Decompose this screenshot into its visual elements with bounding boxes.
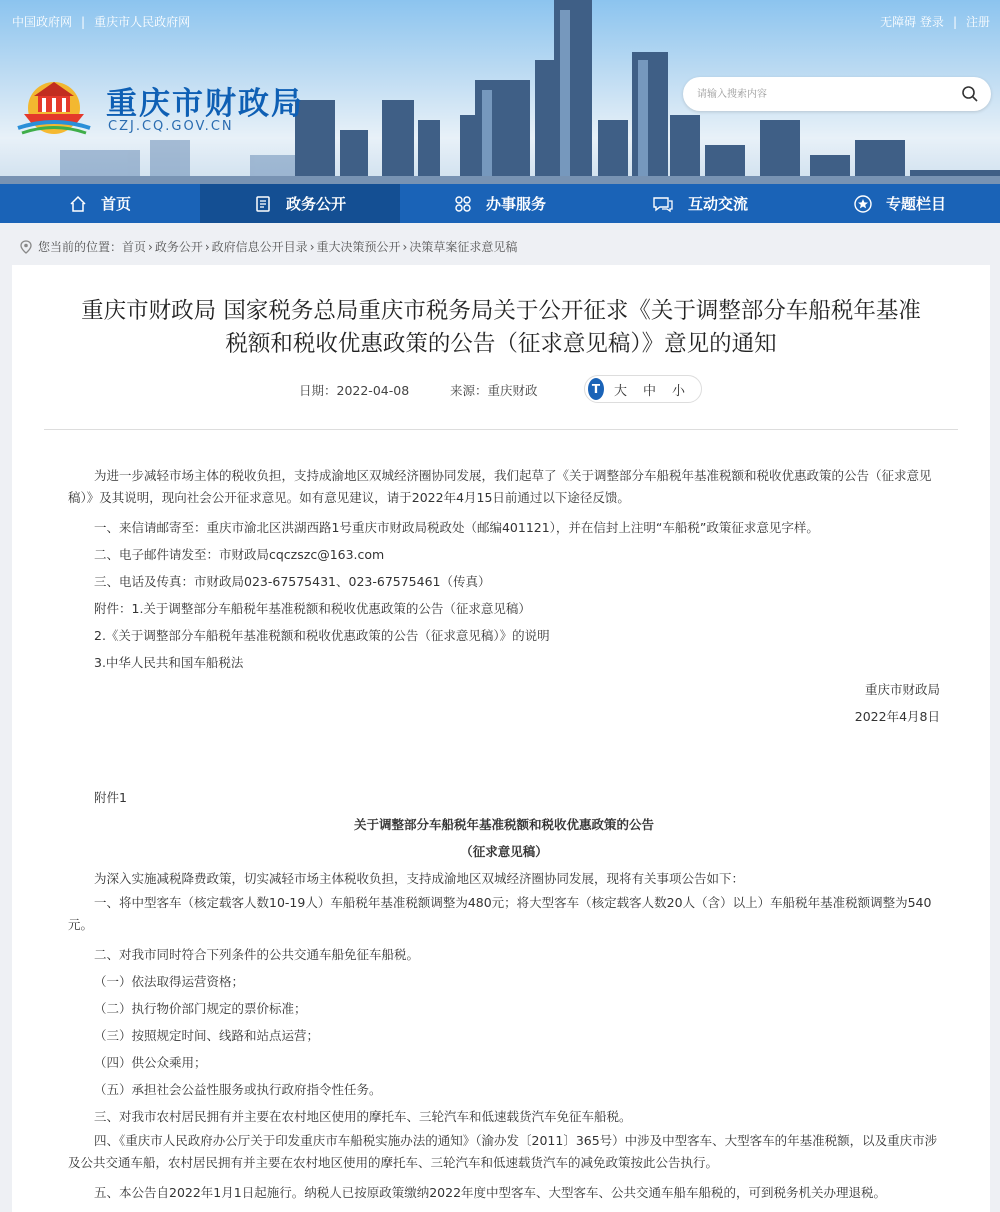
nav-label: 办事服务: [485, 195, 546, 213]
breadcrumb-draft-opinions[interactable]: 决策草案征求意见稿: [409, 240, 518, 254]
attachment-paragraph: 五、本公告自2022年1月1日起施行。纳税人已按原政策缴纳2022年度中型客车、大型客车、公共交通车船车船税的，可到税务机关办理退税。: [94, 1185, 887, 1200]
attachment-title: 关于调整部分车船税年基准税额和税收优惠政策的公告: [353, 817, 654, 832]
nav-government-affairs[interactable]: [200, 184, 400, 223]
nav-label: 互动交流: [687, 195, 748, 213]
paragraph: 3.中华人民共和国车船税法: [94, 655, 244, 670]
nav-special-topics[interactable]: [800, 184, 1000, 223]
nav-home[interactable]: [0, 184, 200, 223]
paragraph: 附件：1.关于调整部分车船税年基准税额和税收优惠政策的公告（征求意见稿）: [94, 601, 531, 616]
gov-portal-link[interactable]: 中国政府网: [12, 15, 73, 29]
search-input[interactable]: [697, 85, 937, 103]
nav-label: 首页: [100, 195, 131, 213]
paragraph: 为进一步减轻市场主体的税收负担，支持成渝地区双城经济圈协同发展，我们起草了《关于调整部分车船税年基准税额和税收优惠政策的公告（征求意见稿）》及其说明，现向社会公开征求意见。如有意见建议，请于2022年4月15日前通过以下途径反馈。: [68, 468, 932, 505]
site-title[interactable]: 重庆市财政局: [106, 86, 304, 122]
nav-interaction[interactable]: [600, 184, 800, 223]
attachment-paragraph: 一、将中型客车（核定载客人数10-19人）车船税年基准税额调整为480元；将大型客车（核定载客人数20人（含）以上）车船税年基准税额调整为540元。: [68, 895, 932, 932]
attachment-paragraph: （一）依法取得运营资格；: [94, 974, 245, 989]
breadcrumb-prefix: 您当前的位置：: [38, 240, 123, 254]
font-size-medium[interactable]: 中: [642, 383, 656, 399]
signature: 重庆市财政局: [864, 682, 940, 697]
font-size-small[interactable]: 小: [671, 383, 685, 399]
separator: |: [952, 15, 957, 29]
article-card: [12, 265, 990, 1212]
article-source: 来源：重庆财政: [450, 383, 538, 398]
star-icon: [854, 195, 872, 213]
article-title-line: 重庆市财政局 国家税务总局重庆市税务局关于公开征求《关于调整部分车船税年基准: [81, 298, 921, 324]
attachment-subtitle: （征求意见稿）: [460, 844, 548, 859]
attachment-paragraph: 为深入实施减税降费政策，切实减轻市场主体税收负担，支持成渝地区双城经济圈协同发展，现将有关事项公告如下：: [94, 871, 745, 886]
attachment-paragraph: 三、对我市农村居民拥有并主要在农村地区使用的摩托车、三轮汽车和低速载货汽车免征车船税。: [94, 1109, 632, 1124]
breadcrumb-government-affairs[interactable]: 政务公开: [154, 240, 203, 254]
font-size-switcher: [584, 375, 702, 403]
document-icon: [254, 195, 272, 213]
top-links: [12, 13, 190, 30]
finance-bureau-logo[interactable]: [14, 70, 92, 136]
paragraph: 二、电子邮件请发至：市财政局cqczszc@163.com: [94, 547, 385, 562]
breadcrumb-major-decisions[interactable]: 重大决策预公开: [316, 240, 401, 254]
breadcrumb-catalog[interactable]: 政府信息公开目录: [211, 240, 308, 254]
paragraph: 三、电话及传真：市财政局023-67575431、023-67575461（传真）: [94, 574, 491, 589]
nav-label: 专题栏目: [885, 195, 946, 213]
attachment-label: 附件1: [94, 790, 127, 805]
attachment-paragraph: （三）按照规定时间、线路和站点运营；: [94, 1028, 320, 1043]
font-size-icon: T: [588, 378, 604, 400]
nav-label: 政务公开: [285, 195, 346, 213]
site-header: [0, 0, 1000, 184]
user-links: [880, 13, 990, 30]
paragraph: 2.《关于调整部分车船税年基准税额和税收优惠政策的公告（征求意见稿）》的说明: [94, 628, 550, 643]
sign-date: 2022年4月8日: [854, 709, 940, 724]
chat-icon: [652, 195, 674, 213]
breadcrumb: [20, 238, 517, 255]
grid-icon: [454, 195, 472, 213]
breadcrumb-home[interactable]: 首页: [122, 240, 147, 254]
attachment-paragraph: （四）供公众乘用；: [94, 1055, 207, 1070]
attachment-paragraph: 二、对我市同时符合下列条件的公共交通车船免征车船税。: [94, 947, 420, 962]
breadcrumb-separator: ›: [148, 239, 153, 254]
attachment-paragraph: 四、《重庆市人民政府办公厅关于印发重庆市车船税实施办法的通知》（渝办发〔2011〕365号）中涉及中型客车、大型客车的年基准税额，以及重庆市涉及公共交通车船，农村居民拥有并主要在农村地区使用的摩托车、三轮汽车和低速载货汽车的减免政策按此公告执行。: [68, 1133, 938, 1170]
nav-services[interactable]: [400, 184, 600, 223]
publish-date: 日期：2022-04-08: [299, 383, 410, 398]
separator: |: [81, 15, 86, 29]
home-icon: [69, 195, 87, 213]
city-gov-link[interactable]: 重庆市人民政府网: [94, 15, 191, 29]
breadcrumb-separator: ›: [204, 239, 210, 254]
paragraph: 一、来信请邮寄至：重庆市渝北区洪湖西路1号重庆市财政局税政处（邮编401121），并在信封上注明“车船税”政策征求意见字样。: [94, 520, 819, 535]
accessibility-login-link[interactable]: 无障碍 登录: [880, 15, 944, 29]
site-domain: CZJ.CQ.GOV.CN: [108, 119, 234, 134]
breadcrumb-separator: ›: [402, 239, 408, 254]
main-nav: [0, 184, 1000, 223]
divider: [44, 429, 958, 430]
article-body: [68, 465, 940, 1206]
location-pin-icon: [20, 240, 32, 254]
register-link[interactable]: 注册: [965, 15, 990, 29]
spacer: [68, 730, 940, 784]
breadcrumb-separator: ›: [309, 239, 315, 254]
article-title-line: 税额和税收优惠政策的公告（征求意见稿）》意见的通知: [225, 331, 777, 357]
search-box: [683, 77, 991, 111]
search-icon[interactable]: [961, 85, 979, 103]
attachment-paragraph: （二）执行物价部门规定的票价标准；: [94, 1001, 307, 1016]
attachment-paragraph: （五）承担社会公益性服务或执行政府指令性任务。: [94, 1082, 382, 1097]
article-title: [42, 295, 960, 361]
font-size-large[interactable]: 大: [613, 383, 627, 399]
